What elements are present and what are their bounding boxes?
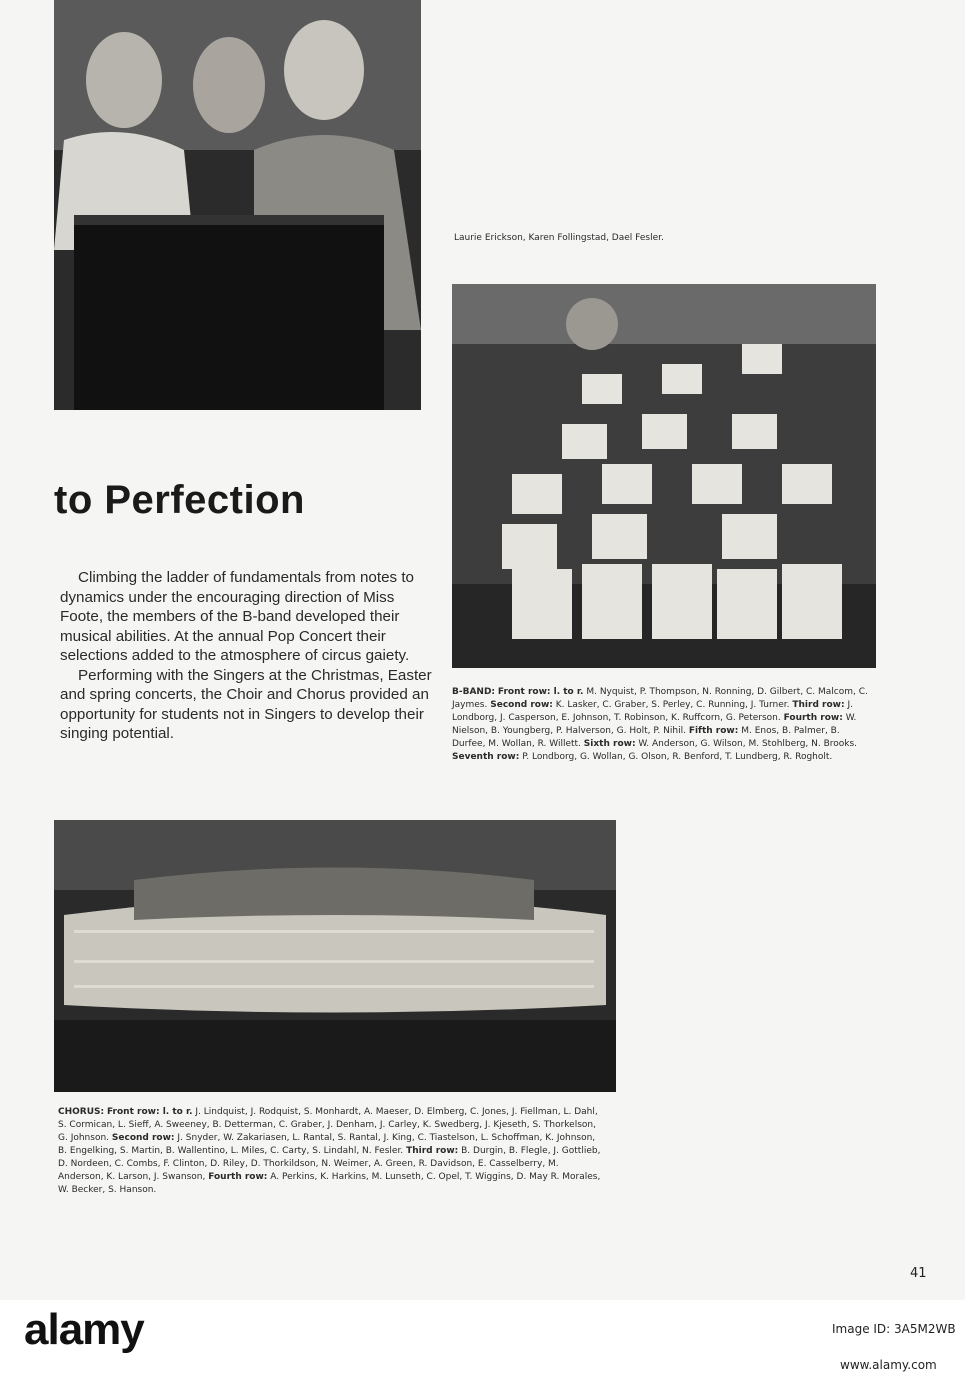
chorus-row-label: Fourth row: [208, 1172, 268, 1182]
bband-row-label: Fourth row: [783, 713, 843, 723]
bband-label: B-BAND: [452, 687, 496, 697]
bband-row-label: Sixth row: [583, 739, 636, 749]
site-url: www.alamy.com [840, 1358, 937, 1372]
chorus-caption [58, 1106, 603, 1197]
chorus-row-names: J. Lindquist, J. Rodquist, S. Monhardt, A. Maeser, D. Elmberg, C. Jones, J. Fiellman, L. Dahl, S. Cormican, L. Sieff, A. Sweeney, B. Detterman, C. Graber, J. Denham, J. Carley, K. Swedberg, J. Kjeseth, S. Thorkelson, G. Johnson. [58, 1107, 598, 1143]
bband-row-label: Front row: l. to r. [497, 687, 584, 697]
bband-row-label: Second row: [490, 700, 553, 710]
bband-row-names: M. Nyquist, P. Thompson, N. Ronning, D. Gilbert, C. Malcom, C. Jaymes. [452, 687, 868, 710]
page-number: 41 [910, 1266, 927, 1281]
piano-photo-caption: Laurie Erickson, Karen Follingstad, Dael Fesler. [454, 233, 664, 243]
chorus-row-label: Third row: [406, 1146, 459, 1156]
bband-row-names: W. Anderson, G. Wilson, M. Stohlberg, N. Brooks. [638, 739, 858, 749]
chorus-row-label: Second row: [111, 1133, 175, 1143]
image-id: Image ID: 3A5M2WB [832, 1322, 956, 1336]
bband-row-names: W. Nielson, B. Youngberg, P. Halverson, G. Holt, P. Nihil. [452, 713, 857, 736]
bband-row-names: K. Lasker, C. Graber, S. Perley, C. Running, J. Turner. [555, 700, 790, 710]
body-text [60, 568, 432, 744]
chorus-row-label: Front row: l. to r. [106, 1107, 193, 1117]
body-paragraph-1: Climbing the ladder of fundamentals from notes to dynamics under the encouraging direction of Miss Foote, the members of the B-band developed their musical abilities. At the annual Pop Concert their selections added to the atmosphere of circus gaiety. [60, 569, 414, 664]
bband-row-label: Seventh row: [452, 752, 520, 762]
piano-trio-photo [54, 0, 421, 410]
bband-row-names: J. Londborg, J. Casperson, E. Johnson, T. Robinson, K. Ruffcorn, G. Peterson. [452, 700, 853, 723]
bband-photo [452, 284, 876, 668]
headline: to Perfection [54, 478, 305, 522]
bband-row-names: M. Enos, B. Palmer, B. Durfee, M. Wollan, R. Willett. [452, 726, 840, 749]
chorus-photo [54, 820, 616, 1092]
watermark-bar [0, 1300, 965, 1390]
alamy-logo: alamy [24, 1305, 144, 1354]
chorus-row-names: A. Perkins, K. Harkins, M. Lunseth, C. Opel, T. Wiggins, D. May R. Morales, W. Becker, S. Hanson. [58, 1172, 601, 1195]
bband-row-label: Third row: [792, 700, 845, 710]
chorus-label: CHORUS: [58, 1107, 105, 1117]
bband-row-label: Fifth row: [688, 726, 739, 736]
bband-row-names: P. Londborg, G. Wollan, G. Olson, R. Benford, T. Lundberg, R. Rogholt. [522, 752, 833, 762]
chorus-row-names: B. Durgin, B. Flegle, J. Gottlieb, D. Nordeen, C. Combs, F. Clinton, D. Riley, D. Thorkildson, N. Weimer, A. Green, R. Davidson, E. Casselberry, M. Anderson, K. Larson, J. Swanson, [58, 1146, 601, 1182]
bband-caption [452, 686, 872, 764]
chorus-row-names: J. Snyder, W. Zakariasen, L. Rantal, S. Rantal, J. King, C. Tiastelson, L. Schoffman, K. Johnson, B. Engelking, S. Martin, B. Wallentino, L. Miles, C. Carty, S. Lindahl, N. Fesler. [58, 1133, 596, 1156]
body-paragraph-2: Performing with the Singers at the Christmas, Easter and spring concerts, the Choir and Chorus provided an opportunity for students not in Singers to develop their singing potential. [60, 666, 432, 742]
